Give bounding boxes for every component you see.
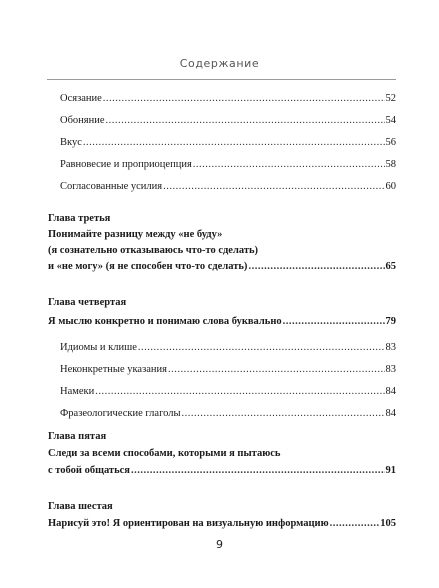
leader-dots <box>95 385 384 398</box>
chapter-label: Глава шестая <box>48 501 113 512</box>
toc-entry-page: 83 <box>385 342 396 353</box>
leader-dots <box>103 92 385 105</box>
toc-entry[interactable] <box>48 158 396 171</box>
toc-chapter-entry[interactable] <box>48 517 396 530</box>
toc-entry-title: Обоняние <box>60 115 105 126</box>
toc-entry[interactable] <box>48 341 396 354</box>
leader-dots <box>83 136 385 149</box>
toc-entry-page: 54 <box>385 115 396 126</box>
toc-entry-title: Согласованные усилия <box>60 181 163 192</box>
toc-entry[interactable] <box>48 114 396 127</box>
chapter-label: Глава пятая <box>48 431 107 442</box>
toc-entry-page: 56 <box>385 137 396 148</box>
leader-dots <box>193 158 385 171</box>
toc-entry-title: Равновесие и проприоцепция <box>60 159 192 170</box>
toc-chapter-entry[interactable] <box>48 464 396 477</box>
toc-entry-page: 58 <box>385 159 396 170</box>
leader-dots <box>330 517 380 530</box>
toc-entry[interactable] <box>48 407 396 420</box>
running-header: Содержание <box>179 57 260 70</box>
toc-entry-title: Намеки <box>60 386 95 397</box>
toc-entry-page: 79 <box>385 316 396 327</box>
toc-entry[interactable] <box>48 136 396 149</box>
toc-entry-page: 84 <box>385 408 396 419</box>
leader-dots <box>182 407 385 420</box>
toc-entry-title: Идиомы и клише <box>60 342 137 353</box>
toc-entry-page: 52 <box>385 93 396 104</box>
page-number: 9 <box>216 538 223 551</box>
leader-dots <box>163 180 384 193</box>
toc-entry-page: 83 <box>385 364 396 375</box>
leader-dots <box>106 114 385 127</box>
chapter-title-line: Понимайте разницу между «не буду» <box>48 229 223 240</box>
leader-dots <box>168 363 385 376</box>
toc-chapter-entry[interactable] <box>48 315 396 328</box>
chapter-label: Глава четвертая <box>48 297 127 308</box>
chapter-title-line: с тобой общаться <box>48 465 130 476</box>
toc-entry-page: 91 <box>385 465 396 476</box>
toc-entry[interactable] <box>48 363 396 376</box>
chapter-title-line: Следи за всеми способами, которыми я пытаюсь <box>48 448 281 459</box>
toc-chapter-3 <box>48 212 396 273</box>
leader-dots <box>283 315 385 328</box>
toc-chapter-6 <box>48 500 396 530</box>
toc-entry-title: Осязание <box>60 93 102 104</box>
header-rule <box>47 79 396 80</box>
leader-dots <box>131 464 385 477</box>
toc-entry-title: Фразеологические глаголы <box>60 408 181 419</box>
toc-entry[interactable] <box>48 92 396 105</box>
toc-entry-title: Вкус <box>60 137 82 148</box>
chapter-title: Я мыслю конкретно и понимаю слова буквально <box>48 316 282 327</box>
toc-entry[interactable] <box>48 180 396 193</box>
chapter-title-line: (я сознательно отказываюсь что-то сделать) <box>48 245 259 256</box>
leader-dots <box>248 260 384 273</box>
chapter-title-line: и «не могу» (я не способен что-то сделать) <box>48 261 248 272</box>
toc-entry-page: 105 <box>380 518 396 529</box>
toc-entry-page: 65 <box>385 261 396 272</box>
toc-chapter-5 <box>48 430 396 477</box>
toc-chapter-4 <box>48 296 396 420</box>
toc-top-sections <box>48 92 396 193</box>
toc-entry-page: 84 <box>385 386 396 397</box>
chapter-label: Глава третья <box>48 213 111 224</box>
toc-chapter-entry[interactable] <box>48 260 396 273</box>
toc-entry-page: 60 <box>385 181 396 192</box>
toc-entry[interactable] <box>48 385 396 398</box>
chapter-title: Нарисуй это! Я ориентирован на визуальную информацию <box>48 518 329 529</box>
leader-dots <box>138 341 385 354</box>
toc-entry-title: Неконкретные указания <box>60 364 167 375</box>
